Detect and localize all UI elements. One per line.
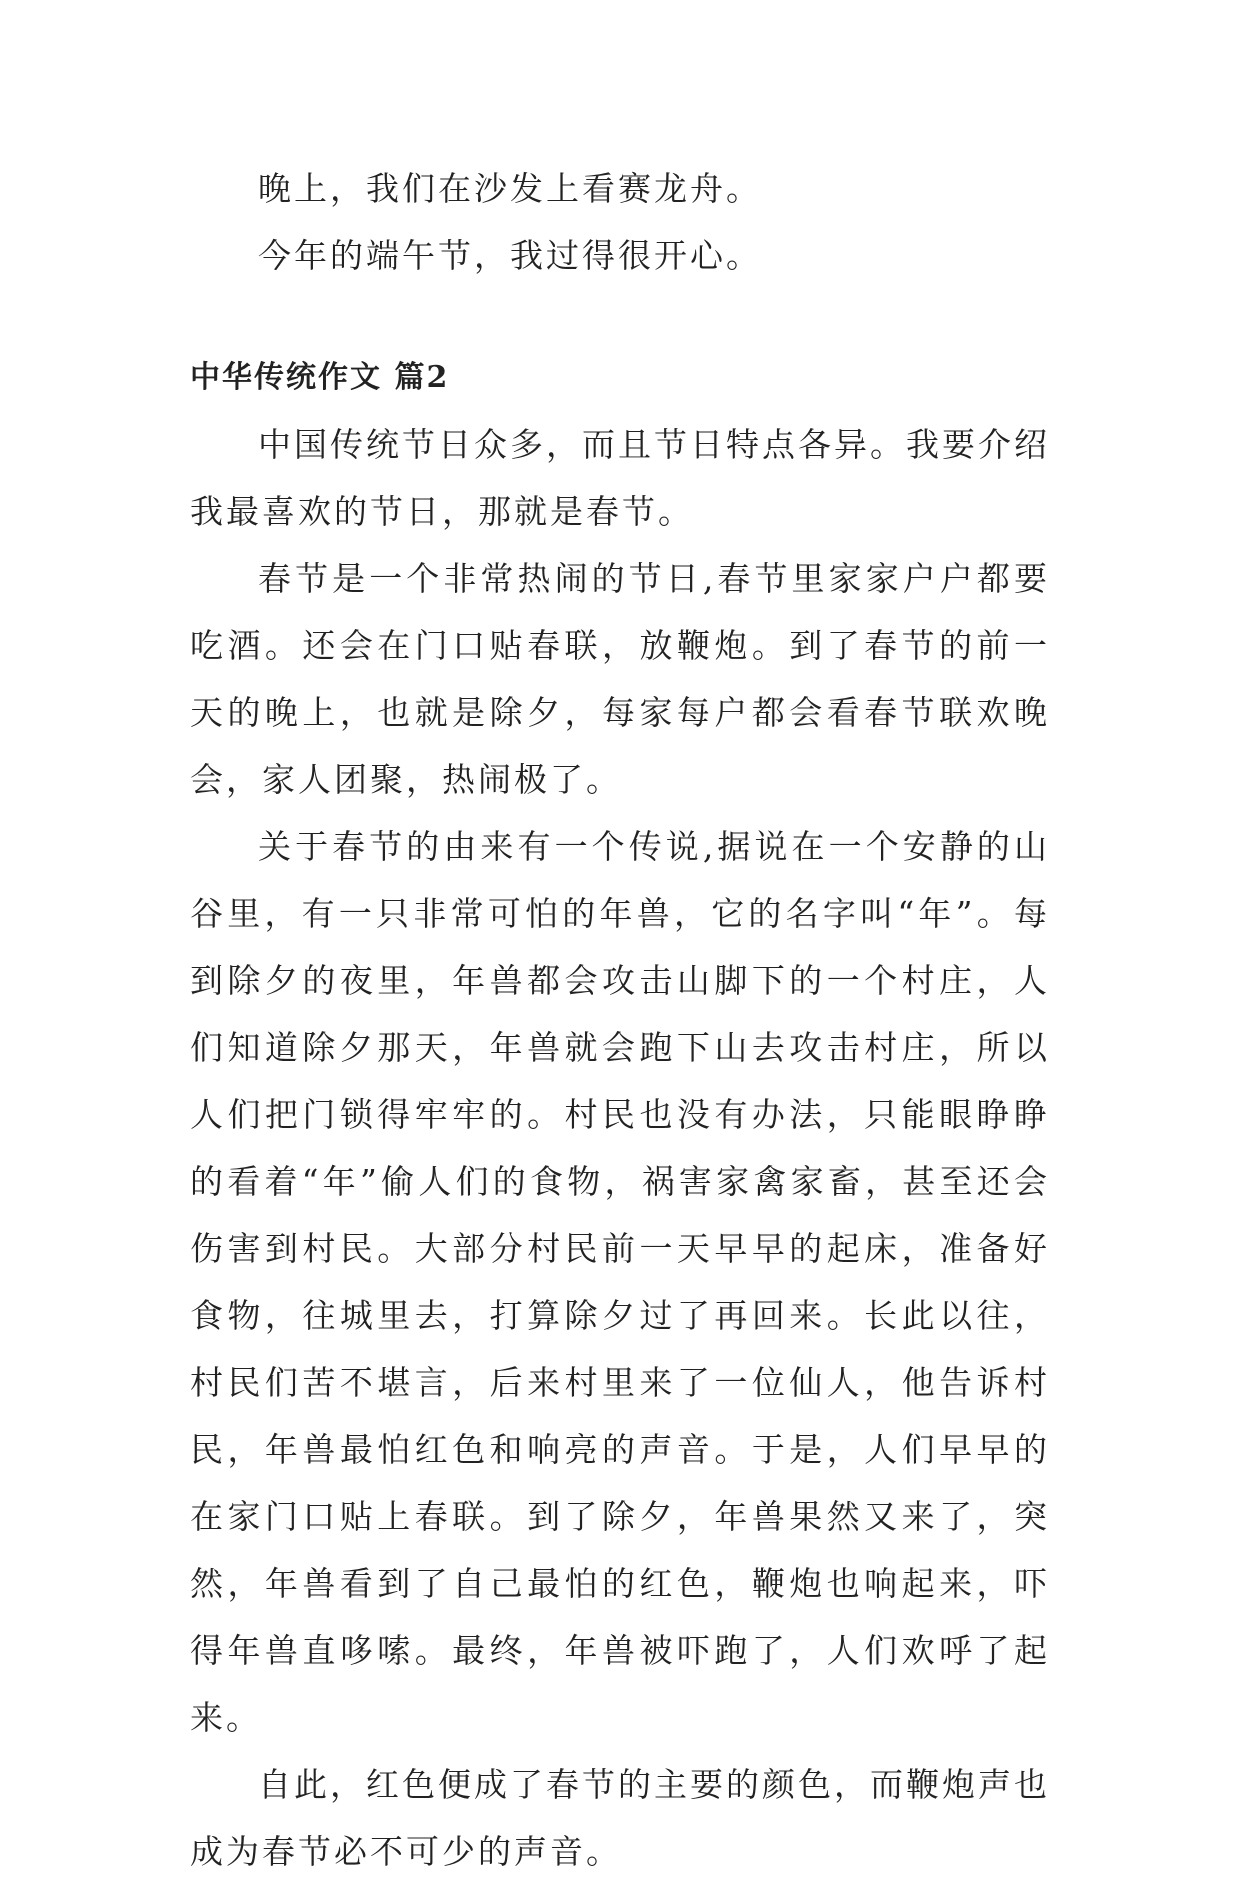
paragraph: 中国传统节日众多，而且节日特点各异。我要介绍我最喜欢的节日，那就是春节。 (190, 425, 1050, 531)
section-title: 中华传统作文 篇2 (190, 360, 450, 395)
paragraph: 关于春节的由来有一个传说,据说在一个安静的山谷里，有一只非常可怕的年兽，它的名字叫“年”。每到除夕的夜里，年兽都会攻击山脚下的一个村庄，人们知道除夕那天，年兽就会跑下山去攻击村庄，所以人们把门锁得牢牢的。村民也没有办法，只能眼睁睁的看着“年”偷人们的食物，祸害家禽家畜，甚至还会伤害到村民。大部分村民前一天早早的起床，准备好食物，往城里去，打算除夕过了再回来。长此以往，村民们苦不堪言，后来村里来了一位仙人，他告诉村民，年兽最怕红色和响亮的声音。于是，人们早早的在家门口贴上春联。到了除夕，年兽果然又来了，突然，年兽看到了自己最怕的红色，鞭炮也响起来，吓得年兽直哆嗦。最终，年兽被吓跑了，人们欢呼了起来。 (190, 827, 1050, 1737)
paragraph: 春节是一个非常热闹的节日,春节里家家户户都要吃酒。还会在门口贴春联，放鞭炮。到了春节的前一天的晚上，也就是除夕，每家每户都会看春节联欢晚会，家人团聚，热闹极了。 (190, 559, 1050, 799)
paragraph: 今年的端午节，我过得很开心。 (258, 236, 762, 275)
document-body (190, 155, 1050, 1885)
paragraph: 晚上，我们在沙发上看赛龙舟。 (258, 169, 762, 208)
paragraph: 自此，红色便成了春节的主要的颜色，而鞭炮声也成为春节必不可少的声音。 (190, 1765, 1050, 1871)
